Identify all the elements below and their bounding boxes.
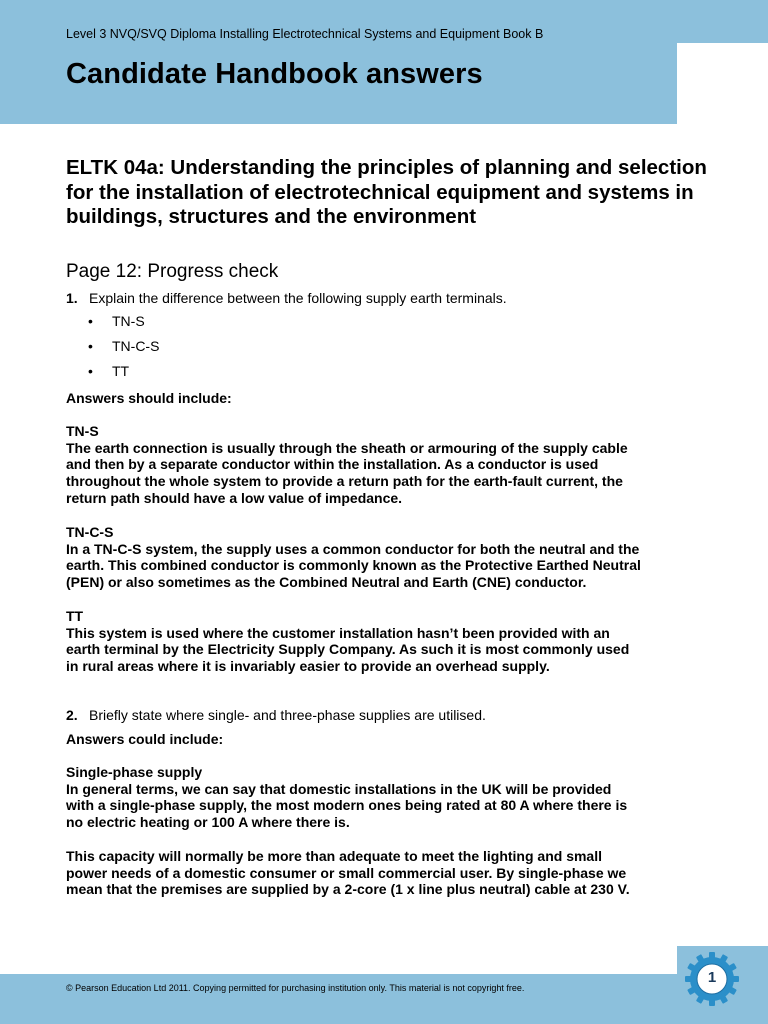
question-number: 1. bbox=[66, 290, 78, 306]
answers-label: Answers could include: bbox=[66, 731, 224, 747]
answers-label: Answers should include: bbox=[66, 390, 232, 406]
answer-heading: Single-phase supply bbox=[66, 764, 203, 780]
page-badge bbox=[684, 951, 740, 1007]
question-text: Briefly state where single- and three-phase supplies are utilised. bbox=[89, 707, 486, 723]
list-item: • TT bbox=[88, 363, 130, 379]
terminal-list bbox=[88, 313, 159, 388]
question-2 bbox=[66, 707, 486, 723]
series-title: Level 3 NVQ/SVQ Diploma Installing Electrotechnical Systems and Equipment Book B bbox=[66, 27, 544, 41]
list-item: • TN-S bbox=[88, 313, 145, 329]
footer-band bbox=[0, 974, 768, 1024]
question-1 bbox=[66, 290, 507, 306]
header-tab bbox=[677, 0, 768, 43]
question-number: 2. bbox=[66, 707, 78, 723]
list-item: • TN-C-S bbox=[88, 338, 160, 354]
answer-heading: TT bbox=[66, 608, 84, 624]
answer-single-phase-capacity: This capacity will normally be more than adequate to meet the lighting and small power needs of a domestic consumer or small commercial user. By single-phase we mean that the premises are supplied by a 2-core (1 x line plus neutral) cable at 230 V. bbox=[66, 848, 630, 898]
section-heading: Page 12: Progress check bbox=[66, 261, 279, 282]
answer-heading: TN-S bbox=[66, 423, 99, 439]
answer-heading: TN-C-S bbox=[66, 524, 114, 540]
bullet-icon: • bbox=[88, 313, 93, 329]
unit-title: ELTK 04a: Understanding the principles of planning and selection for the installation of electrotechnical equipment and systems in buildings, structures and the environment bbox=[66, 156, 707, 228]
page-number: 1 bbox=[707, 969, 717, 986]
answer-tt: TT This system is used where the customer installation hasn’t been provided with an earth terminal by the Electricity Supply Company. As such it is most commonly used in rural areas where it is invariably easier to provide an overhead supply. bbox=[66, 608, 716, 675]
bullet-icon: • bbox=[88, 363, 93, 379]
answer-single-phase: Single-phase supply In general terms, we can say that domestic installations in the UK will be provided with a single-phase supply, the most modern ones being rated at 80 A where there is no electric heating or 100 A where there is. bbox=[66, 764, 716, 831]
answer-tn-s: TN-S The earth connection is usually through the sheath or armouring of the supply cable and then by a separate conductor within the installation. As a conductor is used throughout the whole system to provide a return path for the earth-fault current, the return path should have a low value of impedance. bbox=[66, 423, 716, 507]
question-text: Explain the difference between the following supply earth terminals. bbox=[89, 290, 507, 306]
copyright-notice: © Pearson Education Ltd 2011. Copying permitted for purchasing institution only. This material is not copyright free. bbox=[66, 983, 525, 993]
answer-tn-c-s: TN-C-S In a TN-C-S system, the supply uses a common conductor for both the neutral and the earth. This combined conductor is commonly known as the Protective Earthed Neutral (PEN) or also sometimes as the Combined Neutral and Earth (CNE) conductor. bbox=[66, 524, 716, 591]
document-title: Candidate Handbook answers bbox=[66, 58, 483, 90]
bullet-icon: • bbox=[88, 338, 93, 354]
